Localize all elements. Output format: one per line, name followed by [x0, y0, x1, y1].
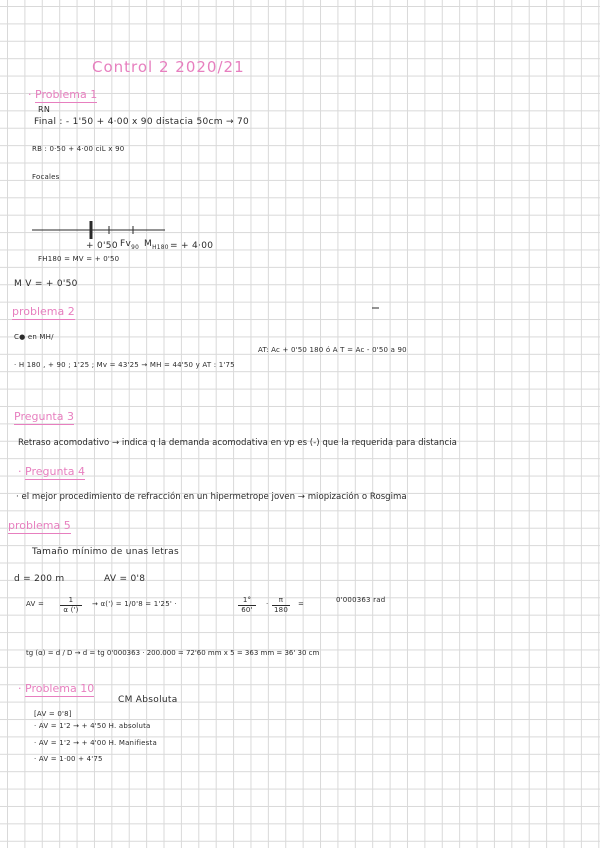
p5-formula2: tg (α) = d / D → d = tg 0'000363 · 200.000 = 72'60 mm x 5 = 363 mm = 36' 30 cm — [26, 649, 320, 657]
p5-formula1-eq: = — [298, 600, 305, 608]
p10-line3: · AV = 1'2 → + 4'00 H. Manifiesta — [34, 739, 157, 747]
p10-line1: [AV = 0'8] — [34, 710, 72, 718]
axis-label-400: = + 4·00 — [170, 241, 214, 251]
p5-formula1-result: 0'000363 rad — [336, 596, 386, 604]
p5-frac3-num: π — [278, 596, 284, 604]
p5-d-value: d = 200 m — [14, 574, 65, 584]
final-line: Final : - 1'50 + 4·00 x 90 distacia 50cm → 70 — [34, 117, 250, 127]
p5-frac3 — [272, 597, 290, 614]
p2-line3: · H 180 , + 90 ; 1'25 ; Mv = 43'25 → MH = 44'50 y AT : 1'75 — [14, 361, 235, 369]
mv-result: M V = + 0'50 — [14, 279, 78, 289]
mh-text: M — [144, 239, 153, 249]
pregunta-4-heading: · Pregunta 4 — [18, 465, 85, 478]
problema-5-heading — [8, 520, 71, 531]
p2-at-formula: AT: Ac + 0'50 180 ó A T = Ac - 0'50 a 90 — [258, 346, 407, 354]
problema-1-heading: · Problema 1 — [28, 88, 98, 101]
fv-text: Fv — [120, 239, 132, 249]
pregunta-4-label: Pregunta 4 — [25, 465, 85, 478]
p3-text: Retraso acomodativo → indica q la demanda acomodativa en vp es (-) que la requerida para distancia — [18, 438, 457, 448]
p10-line2: · AV = 1'2 → + 4'50 H. absoluta — [34, 722, 151, 730]
rn-label: RN — [38, 105, 51, 114]
p5-frac1 — [60, 597, 82, 614]
p5-av-value: AV = 0'8 — [104, 574, 146, 584]
p5-frac2 — [238, 597, 256, 614]
p5-frac3-den: 180 — [272, 605, 290, 614]
rb-line: RB : 0·50 + 4·00 ciL x 90 — [32, 145, 125, 153]
p4-text: · el mejor procedimiento de refracción en un hipermetrope joven → miopización o Rosgima — [16, 492, 407, 502]
p5-formula1-mid: → α(') = 1/0'8 = 1'25' · — [92, 600, 177, 608]
axis-label-fv — [120, 240, 139, 252]
problema-10-label: Problema 10 — [25, 682, 95, 695]
p5-frac2-den: 60' — [238, 605, 256, 614]
p10-title: CM Absoluta — [118, 695, 178, 705]
p2-line1: C● en MH/ — [14, 333, 54, 341]
axis-label-mh — [144, 240, 169, 252]
p5-frac1-num: 1 — [68, 596, 74, 604]
p5-subtitle: Tamaño mínimo de unas letras — [32, 547, 179, 557]
p5-frac2-num: 1° — [242, 596, 252, 604]
p5-dot: · — [266, 600, 269, 608]
axis-label-fh180: FH180 = MV = + 0'50 — [38, 255, 120, 263]
problema-2-heading — [12, 306, 75, 317]
p5-formula1-left: AV = — [26, 600, 45, 608]
page-title: Control 2 2020/21 — [92, 58, 245, 76]
axis-label-050: + 0'50 — [86, 241, 118, 251]
problema-1-label: Problema 1 — [35, 88, 98, 101]
problema-2-label: problema 2 — [12, 305, 75, 318]
fv-sub: 90 — [131, 244, 140, 251]
problema-10-heading: · Problema 10 — [18, 682, 95, 695]
problema-5-label: problema 5 — [8, 519, 71, 532]
pregunta-3-heading — [14, 411, 74, 422]
mh-sub: H180 — [152, 244, 169, 251]
p5-frac1-den: α (') — [60, 605, 82, 614]
focales-label: Focales — [32, 173, 60, 181]
p10-line4: · AV = 1·00 + 4'75 — [34, 755, 103, 763]
pregunta-3-label: Pregunta 3 — [14, 410, 74, 423]
